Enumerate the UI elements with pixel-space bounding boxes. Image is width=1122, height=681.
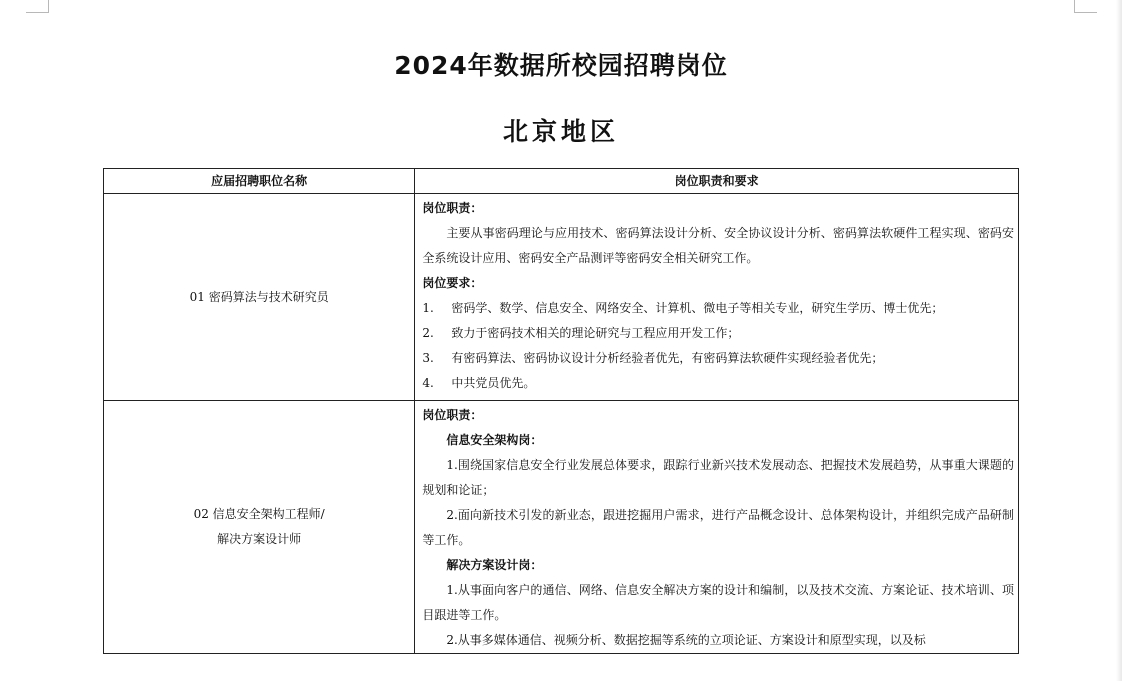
table-row [104, 401, 1019, 654]
requirement-item [422, 371, 1014, 396]
position-name-cell [104, 194, 415, 401]
header-duties-requirements: 岗位职责和要求 [415, 169, 1019, 194]
requirement-number: 2. [422, 326, 434, 340]
position-name-cell [104, 401, 415, 654]
position-name-line: 解决方案设计师 [217, 532, 302, 546]
group-title: 解决方案设计岗： [446, 558, 543, 572]
requirement-text: 中共党员优先。 [451, 376, 536, 390]
group-item: 1.从事面向客户的通信、网络、信息安全解决方案的设计和编制，以及技术交流、方案论证、技术培训、项目跟进等工作。 [422, 583, 1014, 622]
requirement-text: 有密码算法、密码协议设计分析经验者优先，有密码算法软硬件实现经验者优先； [451, 351, 884, 365]
duty-heading: 岗位职责： [422, 201, 483, 215]
description-cell [415, 401, 1019, 654]
requirement-item [422, 296, 1014, 321]
duty-heading: 岗位职责： [422, 408, 483, 422]
page-edge-shadow [1116, 0, 1122, 681]
group-item: 1.围绕国家信息安全行业发展总体要求，跟踪行业新兴技术发展动态、把握技术发展趋势，从事重大课题的规划和论证； [422, 458, 1014, 497]
document-title: 2024年数据所校园招聘岗位 [394, 51, 728, 80]
requirement-text: 致力于密码技术相关的理论研究与工程应用开发工作； [451, 326, 740, 340]
description-cell [415, 194, 1019, 401]
position-name: 01 密码算法与技术研究员 [189, 289, 329, 304]
requirement-number: 1. [422, 301, 434, 315]
requirement-item [422, 321, 1014, 346]
description-content [422, 403, 1014, 651]
group-item: 2.面向新技术引发的新业态，跟进挖掘用户需求，进行产品概念设计、总体架构设计，并组织完成产品研制等工作。 [422, 508, 1014, 547]
requirement-number: 4. [422, 376, 434, 390]
table-row [104, 194, 1019, 401]
position-name-line: 02 信息安全架构工程师/ [193, 507, 325, 521]
group-title: 信息安全架构岗： [446, 433, 543, 447]
duty-text: 主要从事密码理论与应用技术、密码算法设计分析、安全协议设计分析、密码算法软硬件工程实现、密码安全系统设计应用、密码安全产品测评等密码安全相关研究工作。 [422, 226, 1014, 265]
document-subtitle: 北京地区 [502, 117, 619, 146]
requirement-text: 密码学、数学、信息安全、网络安全、计算机、微电子等相关专业，研究生学历、博士优先； [451, 301, 944, 315]
job-table [103, 168, 1019, 654]
header-position-name: 应届招聘职位名称 [104, 169, 415, 194]
group-item: 2.从事多媒体通信、视频分析、数据挖掘等系统的立项论证、方案设计和原型实现，以及标 [446, 633, 926, 647]
crop-mark-top-left [26, 0, 49, 13]
requirement-number: 3. [422, 351, 434, 365]
requirement-item [422, 346, 1014, 371]
requirement-heading: 岗位要求： [422, 276, 483, 290]
table-header-row [104, 169, 1019, 194]
crop-mark-top-right [1074, 0, 1097, 13]
